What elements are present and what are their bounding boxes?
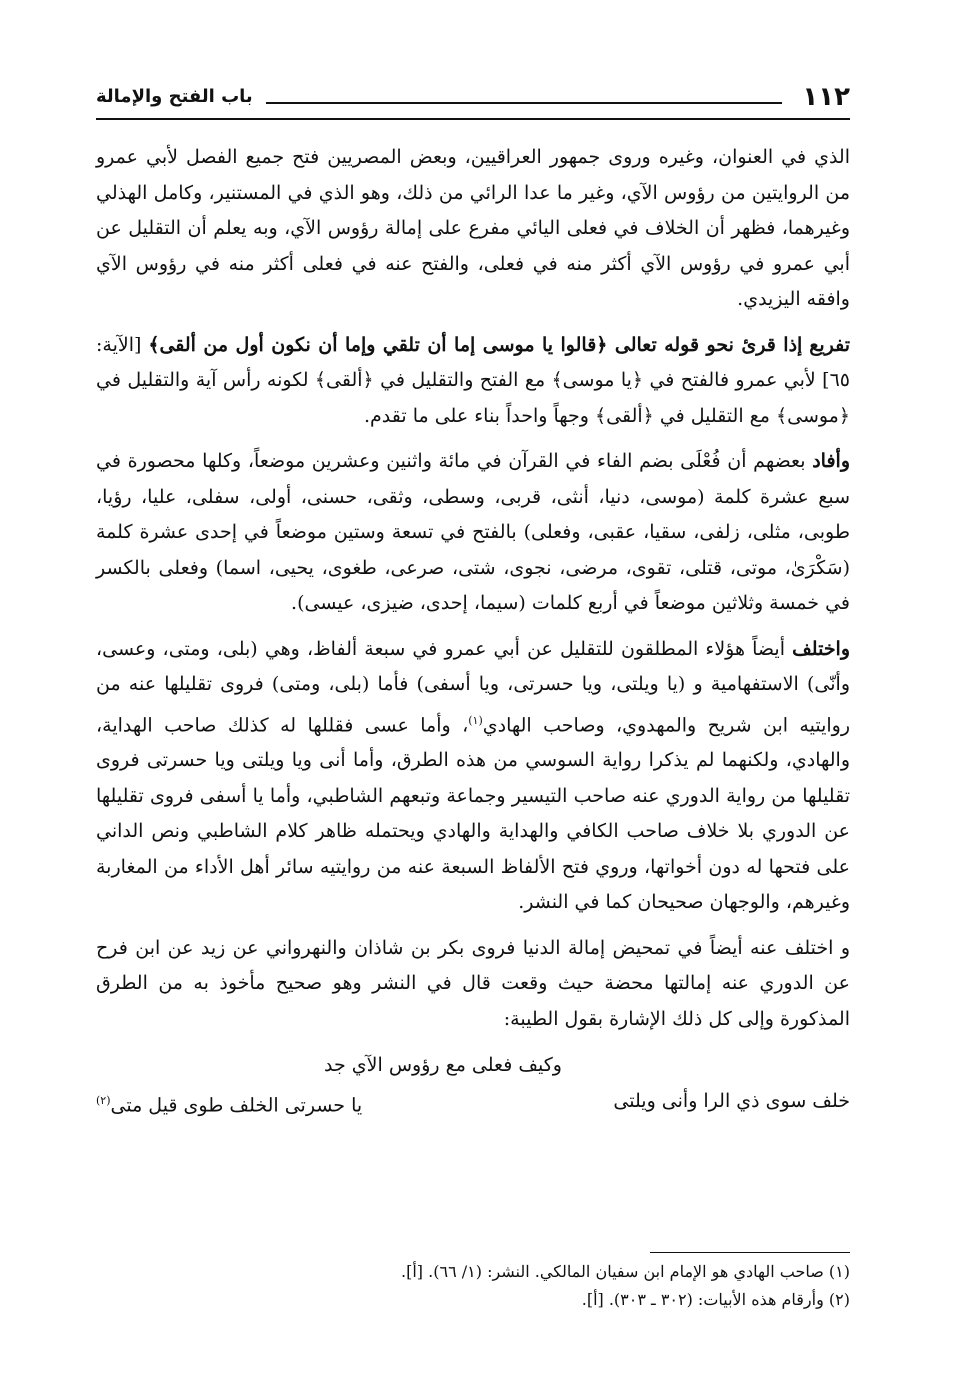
- verse-line-1: وكيف فعلى مع رؤوس الآي جد: [324, 1054, 562, 1077]
- paragraph-2: تفريع إذا قرئ نحو قوله تعالى ﴿قالوا يا موسى إما أن تلقي وإما أن نكون أول من ألقى﴾ [الآية: ٦٥] لأبي عمرو فالفتح في ﴿يا موسى﴾ مع الفتح والتقليل في ﴿ألقى﴾ لكونه رأس آية والتقليل في ﴿موسى﴾ مع التقليل في ﴿ألقى﴾ وجهاً واحداً بناء على ما تقدم.: [96, 333, 851, 427]
- verse-line-2: خلف سوى ذي الرا وأنى ويلتى يا حسرتى الخلف طوى قيل متى$^{(٢)}$: [96, 1090, 850, 1117]
- paragraph-5: و اختلف عنه أيضاً في تمحيض إمالة الدنيا فروى بكر بن شاذان والنهرواني عن زيد عن ابن فرح عن الدوري عنه إمالتها محضة حيث وقعت قال في النشر وهو صحيح مأخوذ به من الطرق المذكورة وإلى كل ذلك الإشارة بقول الطيبة:: [96, 936, 850, 1030]
- header-line: [266, 102, 782, 104]
- footnote-ref[interactable]: (٢): [96, 1094, 111, 1108]
- paragraph-3: وأفاد بعضهم أن فُعْلَى بضم الفاء في القرآن في مائة واثنين وعشرين موضعاً، وكلها محصورة في سبع عشرة كلمة (موسى، دنيا، أنثى، قربى، وسطى، وثقى، حسنى، أولى، سفلى، عليا، رؤيا، طوبى، مثلى، زلفى، سقيا، عقبى، وفعلى) بالفتح في تسعة وستين موضعاً في إحدى عشرة كلمة (سَكْرَىٰ، موتى، قتلى، تقوى، مرضى، نجوى، شتى، صرعى، طغوى، يحيى، اسما) وفعلى بالكسر في خمسة وثلاثين موضعاً في أربع كلمات (سيما، إحدى، ضيزى، عيسى).: [96, 450, 851, 614]
- paragraph-lead: تفريع: [809, 333, 851, 356]
- page-header: [96, 78, 850, 118]
- footnote-2: (٢) وأرقام هذه الأبيات: (٣٠٢ ـ ٣٠٣). [أ].: [581, 1290, 850, 1309]
- footnote-rule: [650, 1252, 850, 1253]
- paragraph-lead: وأفاد: [812, 450, 851, 472]
- paragraph-1: الذي في العنوان، وغيره وروى جمهور العراقيين، وبعض المصريين فتح جميع الفصل لأبي عمرو من الروايتين من رؤوس الآي، وغير ما عدا الرائي من ذلك، وهو الذي في المستنير، وكامل الهذلي وغيرهما، فظهر أن الخلاف في فعلى اليائي مفرع على إمالة رؤوس الآي، وبه يعلم أن التقليل عن أبي عمرو في رؤوس الآي أكثر منه في فعلى، والفتح عنه في فعلى أكثر منه في رؤوس الآي وافقه اليزيدي.: [96, 146, 850, 310]
- footnotes: [96, 1258, 850, 1314]
- page-number: ١١٢: [802, 82, 850, 112]
- footnote-ref[interactable]: (١): [468, 713, 483, 727]
- paragraph-lead: واختلف: [792, 637, 851, 660]
- footnote-1: (١) صاحب الهادي هو الإمام ابن سفيان المالكي. النشر: (١/ ٦٦). [أ].: [401, 1262, 850, 1281]
- paragraph-4: واختلف أيضاً هؤلاء المطلقون للتقليل عن أبي عمرو في سبعة ألفاظ، وهي (بلى، ومتى، وعسى، وأنّى) الاستفهامية و (يا ويلتى، ويا حسرتى، ويا أسفى) فأما (بلى، ومتى) فروى تقليلها عنه من روايتيه ابن شريح والمهدوي، وصاحب الهادي$^{(١)}$، وأما عسى فقللها له كذلك صاحب الهداية، والهادي، ولكنهما لم يذكرا رواية السوسي من هذه الطرق، وأما أنى ويا ويلتى ويا حسرتى فروى تقليلها من رواية الدوري عنه صاحب التيسير وجماعة وتبعهم الشاطبي، وأما يا أسفى فروى تقليلها عن الدوري بلا خلاف صاحب الكافي والهداية والهادي ويحتمله ظاهر كلام الشاطبي ونص الداني على فتحها له دون أخواتها، وروي فتح الألفاظ السبعة عنه من روايتيه سائر أهل الأداء من المغاربة وغيرهم، والوجهان صحيحان كما في النشر.: [96, 637, 851, 914]
- poem-verse: [96, 1047, 850, 1123]
- chapter-title: باب الفتح والإمالة: [96, 86, 253, 107]
- page-body: [96, 140, 850, 1124]
- header-rule: [96, 118, 850, 120]
- quran-quote: إذا قرئ نحو قوله تعالى ﴿قالوا يا موسى إما أن تلقي وإما أن نكون أول من ألقى﴾: [148, 333, 803, 356]
